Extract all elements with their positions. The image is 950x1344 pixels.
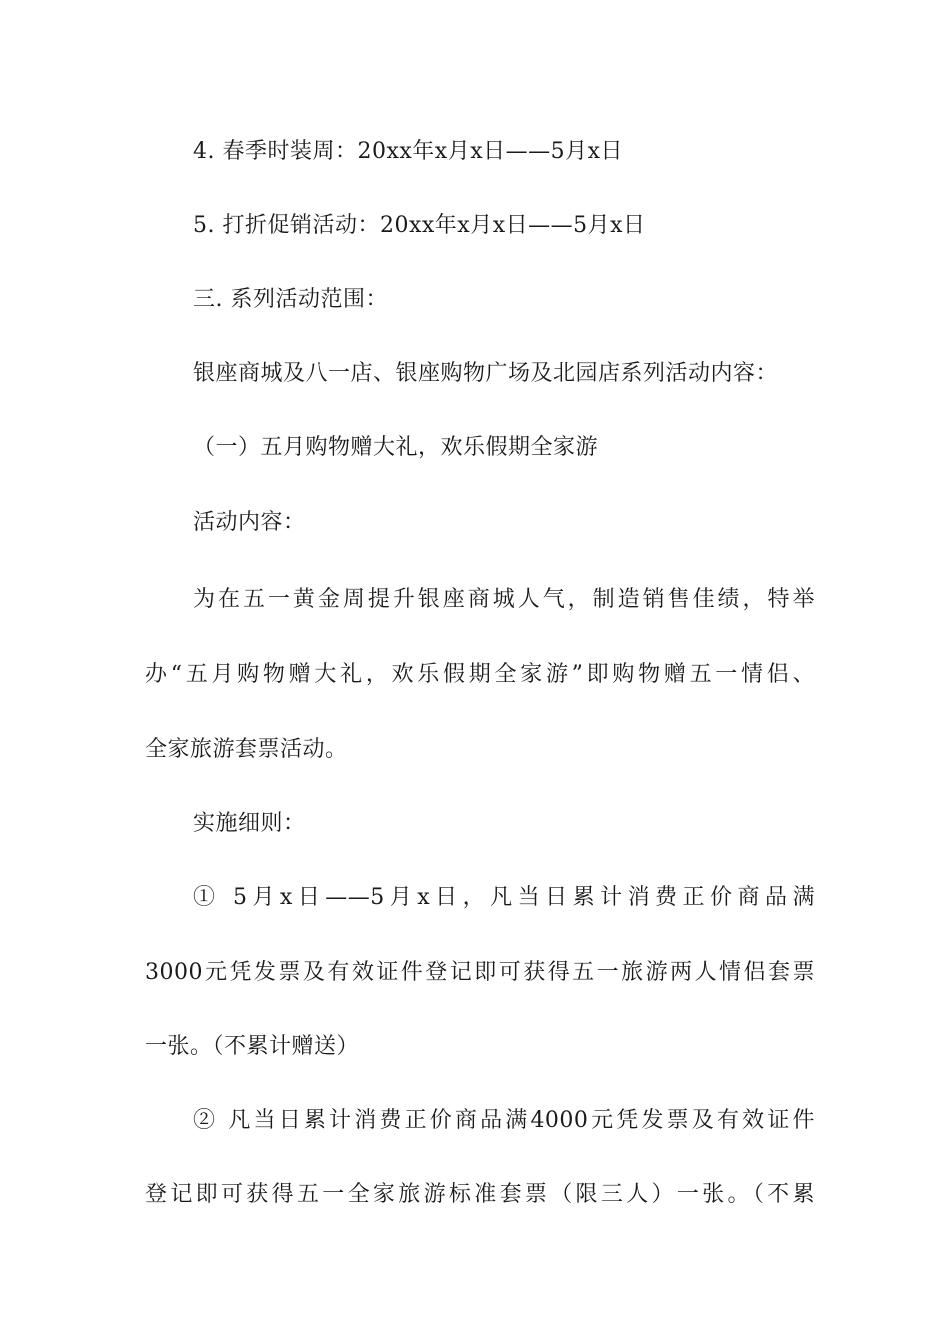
- rule-2-line-1: ② 凡当日累计消费正价商品满4000元凭发票及有效证件: [193, 1108, 815, 1133]
- section-heading-activity-scope: 三. 系列活动范围：: [193, 287, 388, 312]
- label-implementation-rules: 实施细则：: [193, 811, 306, 836]
- rule-1-line-3: 一张。（不累计赠送）: [145, 1034, 360, 1059]
- paragraph-intro-line-2: 办“五月购物赠大礼，欢乐假期全家游”即购物赠五一情侣、: [145, 662, 815, 687]
- paragraph-intro-line-1: 为在五一黄金周提升银座商城人气，制造销售佳绩，特举: [193, 587, 815, 612]
- rule-1-line-1: ① 5月x日——5月x日，凡当日累计消费正价商品满: [193, 885, 815, 910]
- list-item-discount-promotion: 5. 打折促销活动：20xx年x月x日——5月x日: [193, 213, 646, 238]
- subsection-heading-may-gifts: （一）五月购物赠大礼，欢乐假期全家游: [193, 435, 599, 460]
- rule-1-line-2: 3000元凭发票及有效证件登记即可获得五一旅游两人情侣套票: [145, 960, 815, 985]
- list-item-spring-fashion-week: 4. 春季时装周：20xx年x月x日——5月x日: [193, 139, 624, 164]
- label-activity-content: 活动内容：: [193, 510, 306, 535]
- paragraph-stores: 银座商城及八一店、银座购物广场及北园店系列活动内容：: [193, 361, 779, 386]
- paragraph-intro-line-3: 全家旅游套票活动。: [145, 737, 348, 762]
- rule-2-line-2: 登记即可获得五一全家旅游标准套票（限三人）一张。（不累: [145, 1182, 815, 1207]
